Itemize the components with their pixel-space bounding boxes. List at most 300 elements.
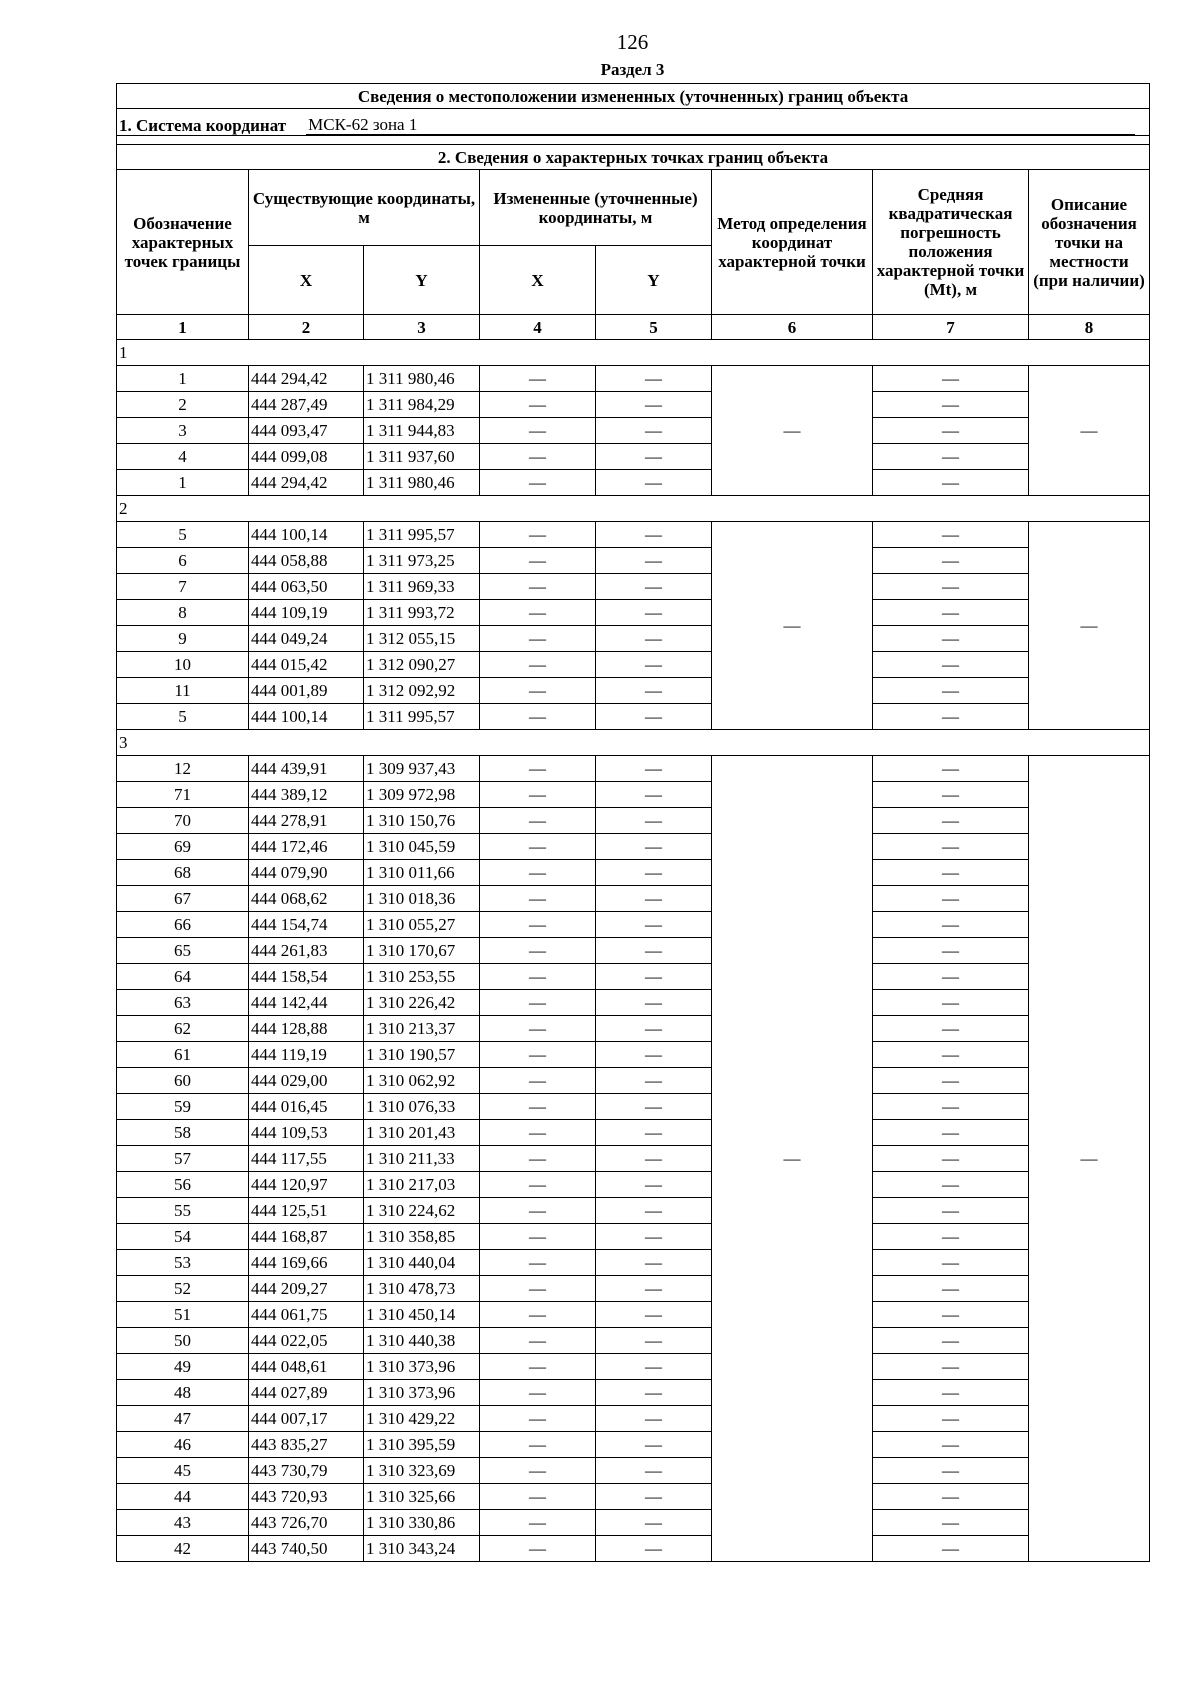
refined-y: — (596, 1354, 712, 1380)
existing-y: 1 311 993,72 (364, 600, 480, 626)
table-row (117, 1042, 1150, 1068)
existing-x: 444 022,05 (249, 1328, 364, 1354)
accuracy-cell: — (873, 626, 1029, 652)
table-row (117, 912, 1150, 938)
point-number: 69 (117, 834, 249, 860)
refined-y: — (596, 1198, 712, 1224)
refined-x: — (480, 1120, 596, 1146)
accuracy-cell: — (873, 1198, 1029, 1224)
refined-x: — (480, 1406, 596, 1432)
accuracy-cell: — (873, 912, 1029, 938)
table-row (117, 1536, 1150, 1562)
col-number: 4 (480, 315, 596, 340)
refined-x: — (480, 1354, 596, 1380)
accuracy-cell: — (873, 1224, 1029, 1250)
accuracy-cell: — (873, 1302, 1029, 1328)
refined-y: — (596, 1068, 712, 1094)
accuracy-cell: — (873, 652, 1029, 678)
point-number: 60 (117, 1068, 249, 1094)
existing-x: 444 172,46 (249, 834, 364, 860)
table-row (117, 678, 1150, 704)
refined-y: — (596, 860, 712, 886)
accuracy-cell: — (873, 1354, 1029, 1380)
contour-label: 1 (117, 340, 1150, 366)
refined-x: — (480, 1328, 596, 1354)
refined-y: — (596, 600, 712, 626)
accuracy-cell: — (873, 548, 1029, 574)
refined-x: — (480, 1510, 596, 1536)
existing-y: 1 310 011,66 (364, 860, 480, 886)
refined-y: — (596, 392, 712, 418)
refined-x: — (480, 1224, 596, 1250)
table-row (117, 1328, 1150, 1354)
existing-x: 444 142,44 (249, 990, 364, 1016)
refined-y: — (596, 1328, 712, 1354)
point-number: 65 (117, 938, 249, 964)
table-row (117, 652, 1150, 678)
accuracy-cell: — (873, 418, 1029, 444)
existing-y: 1 311 937,60 (364, 444, 480, 470)
refined-y: — (596, 574, 712, 600)
refined-x: — (480, 1198, 596, 1224)
table-row (117, 1276, 1150, 1302)
table-row (117, 600, 1150, 626)
existing-y: 1 310 055,27 (364, 912, 480, 938)
section-title: Раздел 3 (600, 60, 665, 79)
existing-x: 444 061,75 (249, 1302, 364, 1328)
point-number: 5 (117, 704, 249, 730)
existing-y: 1 310 253,55 (364, 964, 480, 990)
accuracy-cell: — (873, 938, 1029, 964)
contour-row (117, 496, 1150, 522)
point-number: 2 (117, 392, 249, 418)
refined-y: — (596, 1458, 712, 1484)
refined-x: — (480, 1380, 596, 1406)
existing-x: 444 027,89 (249, 1380, 364, 1406)
refined-y: — (596, 1302, 712, 1328)
refined-y: — (596, 938, 712, 964)
existing-x: 444 007,17 (249, 1406, 364, 1432)
accuracy-cell: — (873, 964, 1029, 990)
table-row (117, 808, 1150, 834)
refined-x: — (480, 886, 596, 912)
refined-x: — (480, 1302, 596, 1328)
col-number: 8 (1029, 315, 1150, 340)
existing-y: 1 310 211,33 (364, 1146, 480, 1172)
existing-y: 1 311 995,57 (364, 522, 480, 548)
method-cell: — (712, 522, 873, 730)
header-point-designation: Обозначение характерных точек границы (117, 170, 249, 315)
refined-x: — (480, 652, 596, 678)
header-existing-x: X (249, 246, 364, 315)
existing-x: 444 048,61 (249, 1354, 364, 1380)
existing-y: 1 309 937,43 (364, 756, 480, 782)
accuracy-cell: — (873, 1484, 1029, 1510)
refined-y: — (596, 990, 712, 1016)
existing-y: 1 310 440,38 (364, 1328, 480, 1354)
refined-y: — (596, 808, 712, 834)
existing-y: 1 310 323,69 (364, 1458, 480, 1484)
table-row (117, 1406, 1150, 1432)
point-number: 42 (117, 1536, 249, 1562)
refined-x: — (480, 808, 596, 834)
accuracy-cell: — (873, 1276, 1029, 1302)
table-row (117, 548, 1150, 574)
table-row (117, 574, 1150, 600)
refined-x: — (480, 1146, 596, 1172)
existing-x: 444 058,88 (249, 548, 364, 574)
existing-x: 443 740,50 (249, 1536, 364, 1562)
existing-x: 444 063,50 (249, 574, 364, 600)
coord-system-row (117, 109, 1150, 136)
refined-x: — (480, 1068, 596, 1094)
accuracy-cell: — (873, 1068, 1029, 1094)
refined-y: — (596, 1250, 712, 1276)
refined-x: — (480, 1094, 596, 1120)
existing-y: 1 310 045,59 (364, 834, 480, 860)
header-refined-y: Y (596, 246, 712, 315)
table-row (117, 366, 1150, 392)
point-number: 1 (117, 366, 249, 392)
refined-y: — (596, 1120, 712, 1146)
description-cell: — (1029, 366, 1150, 496)
table-row (117, 1354, 1150, 1380)
accuracy-cell: — (873, 1328, 1029, 1354)
table-row (117, 782, 1150, 808)
existing-y: 1 310 330,86 (364, 1510, 480, 1536)
refined-x: — (480, 860, 596, 886)
refined-y: — (596, 912, 712, 938)
point-number: 9 (117, 626, 249, 652)
method-cell: — (712, 366, 873, 496)
existing-x: 444 287,49 (249, 392, 364, 418)
table-row (117, 1146, 1150, 1172)
existing-y: 1 311 944,83 (364, 418, 480, 444)
existing-y: 1 311 973,25 (364, 548, 480, 574)
refined-y: — (596, 1042, 712, 1068)
existing-x: 444 109,19 (249, 600, 364, 626)
refined-x: — (480, 392, 596, 418)
accuracy-cell: — (873, 1094, 1029, 1120)
existing-x: 443 726,70 (249, 1510, 364, 1536)
existing-y: 1 310 343,24 (364, 1536, 480, 1562)
existing-y: 1 310 450,14 (364, 1302, 480, 1328)
refined-y: — (596, 548, 712, 574)
existing-y: 1 310 213,37 (364, 1016, 480, 1042)
point-number: 49 (117, 1354, 249, 1380)
refined-y: — (596, 522, 712, 548)
refined-y: — (596, 1432, 712, 1458)
existing-y: 1 312 055,15 (364, 626, 480, 652)
existing-y: 1 310 170,67 (364, 938, 480, 964)
existing-y: 1 311 980,46 (364, 366, 480, 392)
table-row (117, 1094, 1150, 1120)
existing-y: 1 311 984,29 (364, 392, 480, 418)
table-row (117, 470, 1150, 496)
table-row (117, 1224, 1150, 1250)
existing-y: 1 310 018,36 (364, 886, 480, 912)
accuracy-cell: — (873, 600, 1029, 626)
refined-x: — (480, 1276, 596, 1302)
existing-y: 1 311 969,33 (364, 574, 480, 600)
existing-x: 443 720,93 (249, 1484, 364, 1510)
existing-y: 1 310 217,03 (364, 1172, 480, 1198)
existing-y: 1 310 358,85 (364, 1224, 480, 1250)
accuracy-cell: — (873, 470, 1029, 496)
refined-x: — (480, 418, 596, 444)
contour-label: 2 (117, 496, 1150, 522)
refined-x: — (480, 470, 596, 496)
refined-x: — (480, 704, 596, 730)
table-row (117, 1250, 1150, 1276)
accuracy-cell: — (873, 1536, 1029, 1562)
existing-x: 444 209,27 (249, 1276, 364, 1302)
existing-x: 444 125,51 (249, 1198, 364, 1224)
refined-y: — (596, 834, 712, 860)
point-number: 58 (117, 1120, 249, 1146)
col-number: 2 (249, 315, 364, 340)
existing-y: 1 310 062,92 (364, 1068, 480, 1094)
refined-y: — (596, 1380, 712, 1406)
header-existing-coords: Существующие координаты, м (249, 170, 480, 246)
point-number: 63 (117, 990, 249, 1016)
refined-y: — (596, 418, 712, 444)
existing-y: 1 310 150,76 (364, 808, 480, 834)
existing-y: 1 310 429,22 (364, 1406, 480, 1432)
refined-x: — (480, 912, 596, 938)
spacer (117, 136, 1150, 145)
existing-y: 1 310 478,73 (364, 1276, 480, 1302)
refined-y: — (596, 886, 712, 912)
points-section-title: 2. Сведения о характерных точках границ объекта (117, 145, 1150, 170)
table-row (117, 860, 1150, 886)
table-row (117, 756, 1150, 782)
point-number: 62 (117, 1016, 249, 1042)
existing-y: 1 310 190,57 (364, 1042, 480, 1068)
point-number: 8 (117, 600, 249, 626)
refined-x: — (480, 1250, 596, 1276)
existing-x: 444 294,42 (249, 470, 364, 496)
existing-y: 1 310 224,62 (364, 1198, 480, 1224)
header-existing-y: Y (364, 246, 480, 315)
refined-x: — (480, 626, 596, 652)
table-row (117, 1172, 1150, 1198)
accuracy-cell: — (873, 886, 1029, 912)
table-row (117, 1432, 1150, 1458)
refined-x: — (480, 1432, 596, 1458)
table-row (117, 522, 1150, 548)
existing-x: 444 029,00 (249, 1068, 364, 1094)
table-row (117, 834, 1150, 860)
existing-x: 444 099,08 (249, 444, 364, 470)
point-number: 1 (117, 470, 249, 496)
point-number: 51 (117, 1302, 249, 1328)
accuracy-cell: — (873, 1250, 1029, 1276)
refined-y: — (596, 366, 712, 392)
refined-y: — (596, 1146, 712, 1172)
existing-y: 1 312 090,27 (364, 652, 480, 678)
point-number: 53 (117, 1250, 249, 1276)
accuracy-cell: — (873, 990, 1029, 1016)
col-number: 1 (117, 315, 249, 340)
refined-x: — (480, 444, 596, 470)
existing-y: 1 310 373,96 (364, 1380, 480, 1406)
contour-label: 3 (117, 730, 1150, 756)
existing-x: 444 154,74 (249, 912, 364, 938)
point-number: 54 (117, 1224, 249, 1250)
accuracy-cell: — (873, 704, 1029, 730)
table-row (117, 1198, 1150, 1224)
header-method: Метод определения координат характерной точки (712, 170, 873, 315)
existing-y: 1 310 325,66 (364, 1484, 480, 1510)
method-cell: — (712, 756, 873, 1562)
refined-x: — (480, 1458, 596, 1484)
existing-x: 443 730,79 (249, 1458, 364, 1484)
point-number: 47 (117, 1406, 249, 1432)
refined-y: — (596, 756, 712, 782)
header-description: Описание обозначения точки на местности (при наличии) (1029, 170, 1150, 315)
table-row (117, 886, 1150, 912)
point-number: 4 (117, 444, 249, 470)
accuracy-cell: — (873, 1120, 1029, 1146)
accuracy-cell: — (873, 1380, 1029, 1406)
table-row (117, 1016, 1150, 1042)
accuracy-cell: — (873, 860, 1029, 886)
table-row (117, 1068, 1150, 1094)
refined-y: — (596, 626, 712, 652)
accuracy-cell: — (873, 392, 1029, 418)
accuracy-cell: — (873, 444, 1029, 470)
refined-x: — (480, 834, 596, 860)
table-row (117, 444, 1150, 470)
point-number: 12 (117, 756, 249, 782)
existing-x: 444 016,45 (249, 1094, 364, 1120)
accuracy-cell: — (873, 834, 1029, 860)
description-cell: — (1029, 756, 1150, 1562)
table-row (117, 964, 1150, 990)
refined-y: — (596, 1536, 712, 1562)
existing-x: 444 294,42 (249, 366, 364, 392)
refined-x: — (480, 782, 596, 808)
refined-y: — (596, 444, 712, 470)
existing-y: 1 309 972,98 (364, 782, 480, 808)
refined-y: — (596, 1484, 712, 1510)
column-numbers-row (117, 315, 1150, 340)
point-number: 52 (117, 1276, 249, 1302)
refined-y: — (596, 678, 712, 704)
point-number: 43 (117, 1510, 249, 1536)
existing-x: 444 158,54 (249, 964, 364, 990)
point-number: 5 (117, 522, 249, 548)
existing-x: 443 835,27 (249, 1432, 364, 1458)
coord-system-value: МСК-62 зона 1 (306, 115, 1135, 135)
refined-x: — (480, 756, 596, 782)
refined-y: — (596, 1172, 712, 1198)
existing-y: 1 310 201,43 (364, 1120, 480, 1146)
table-row (117, 1302, 1150, 1328)
accuracy-cell: — (873, 782, 1029, 808)
table-title: Сведения о местоположении измененных (уточненных) границ объекта (117, 84, 1150, 109)
col-number: 6 (712, 315, 873, 340)
accuracy-cell: — (873, 1016, 1029, 1042)
existing-x: 444 068,62 (249, 886, 364, 912)
refined-x: — (480, 600, 596, 626)
col-number: 3 (364, 315, 480, 340)
accuracy-cell: — (873, 522, 1029, 548)
accuracy-cell: — (873, 1432, 1029, 1458)
table-row (117, 1380, 1150, 1406)
point-number: 56 (117, 1172, 249, 1198)
existing-x: 444 389,12 (249, 782, 364, 808)
contour-row (117, 340, 1150, 366)
existing-x: 444 117,55 (249, 1146, 364, 1172)
point-number: 68 (117, 860, 249, 886)
existing-y: 1 310 395,59 (364, 1432, 480, 1458)
refined-y: — (596, 964, 712, 990)
existing-x: 444 001,89 (249, 678, 364, 704)
point-number: 10 (117, 652, 249, 678)
refined-y: — (596, 652, 712, 678)
point-number: 57 (117, 1146, 249, 1172)
existing-x: 444 439,91 (249, 756, 364, 782)
refined-y: — (596, 1406, 712, 1432)
refined-x: — (480, 964, 596, 990)
existing-x: 444 168,87 (249, 1224, 364, 1250)
point-number: 50 (117, 1328, 249, 1354)
accuracy-cell: — (873, 678, 1029, 704)
table-row (117, 938, 1150, 964)
existing-x: 444 079,90 (249, 860, 364, 886)
existing-x: 444 120,97 (249, 1172, 364, 1198)
point-number: 6 (117, 548, 249, 574)
point-number: 3 (117, 418, 249, 444)
refined-x: — (480, 1042, 596, 1068)
point-number: 64 (117, 964, 249, 990)
point-number: 67 (117, 886, 249, 912)
refined-y: — (596, 1510, 712, 1536)
accuracy-cell: — (873, 366, 1029, 392)
point-number: 45 (117, 1458, 249, 1484)
refined-y: — (596, 1276, 712, 1302)
table-row (117, 418, 1150, 444)
col-number: 7 (873, 315, 1029, 340)
accuracy-cell: — (873, 1458, 1029, 1484)
existing-x: 444 128,88 (249, 1016, 364, 1042)
description-cell: — (1029, 522, 1150, 730)
existing-y: 1 310 373,96 (364, 1354, 480, 1380)
coord-system-label: 1. Система координат (119, 116, 287, 135)
point-number: 55 (117, 1198, 249, 1224)
page-number: 126 (616, 30, 649, 54)
refined-y: — (596, 1094, 712, 1120)
refined-x: — (480, 1536, 596, 1562)
refined-x: — (480, 522, 596, 548)
accuracy-cell: — (873, 756, 1029, 782)
existing-y: 1 310 076,33 (364, 1094, 480, 1120)
existing-x: 444 100,14 (249, 522, 364, 548)
refined-x: — (480, 1172, 596, 1198)
existing-y: 1 312 092,92 (364, 678, 480, 704)
refined-x: — (480, 678, 596, 704)
existing-x: 444 109,53 (249, 1120, 364, 1146)
table-row (117, 1458, 1150, 1484)
existing-x: 444 119,19 (249, 1042, 364, 1068)
refined-x: — (480, 1484, 596, 1510)
point-number: 59 (117, 1094, 249, 1120)
table-row (117, 392, 1150, 418)
existing-x: 444 169,66 (249, 1250, 364, 1276)
table-row (117, 704, 1150, 730)
